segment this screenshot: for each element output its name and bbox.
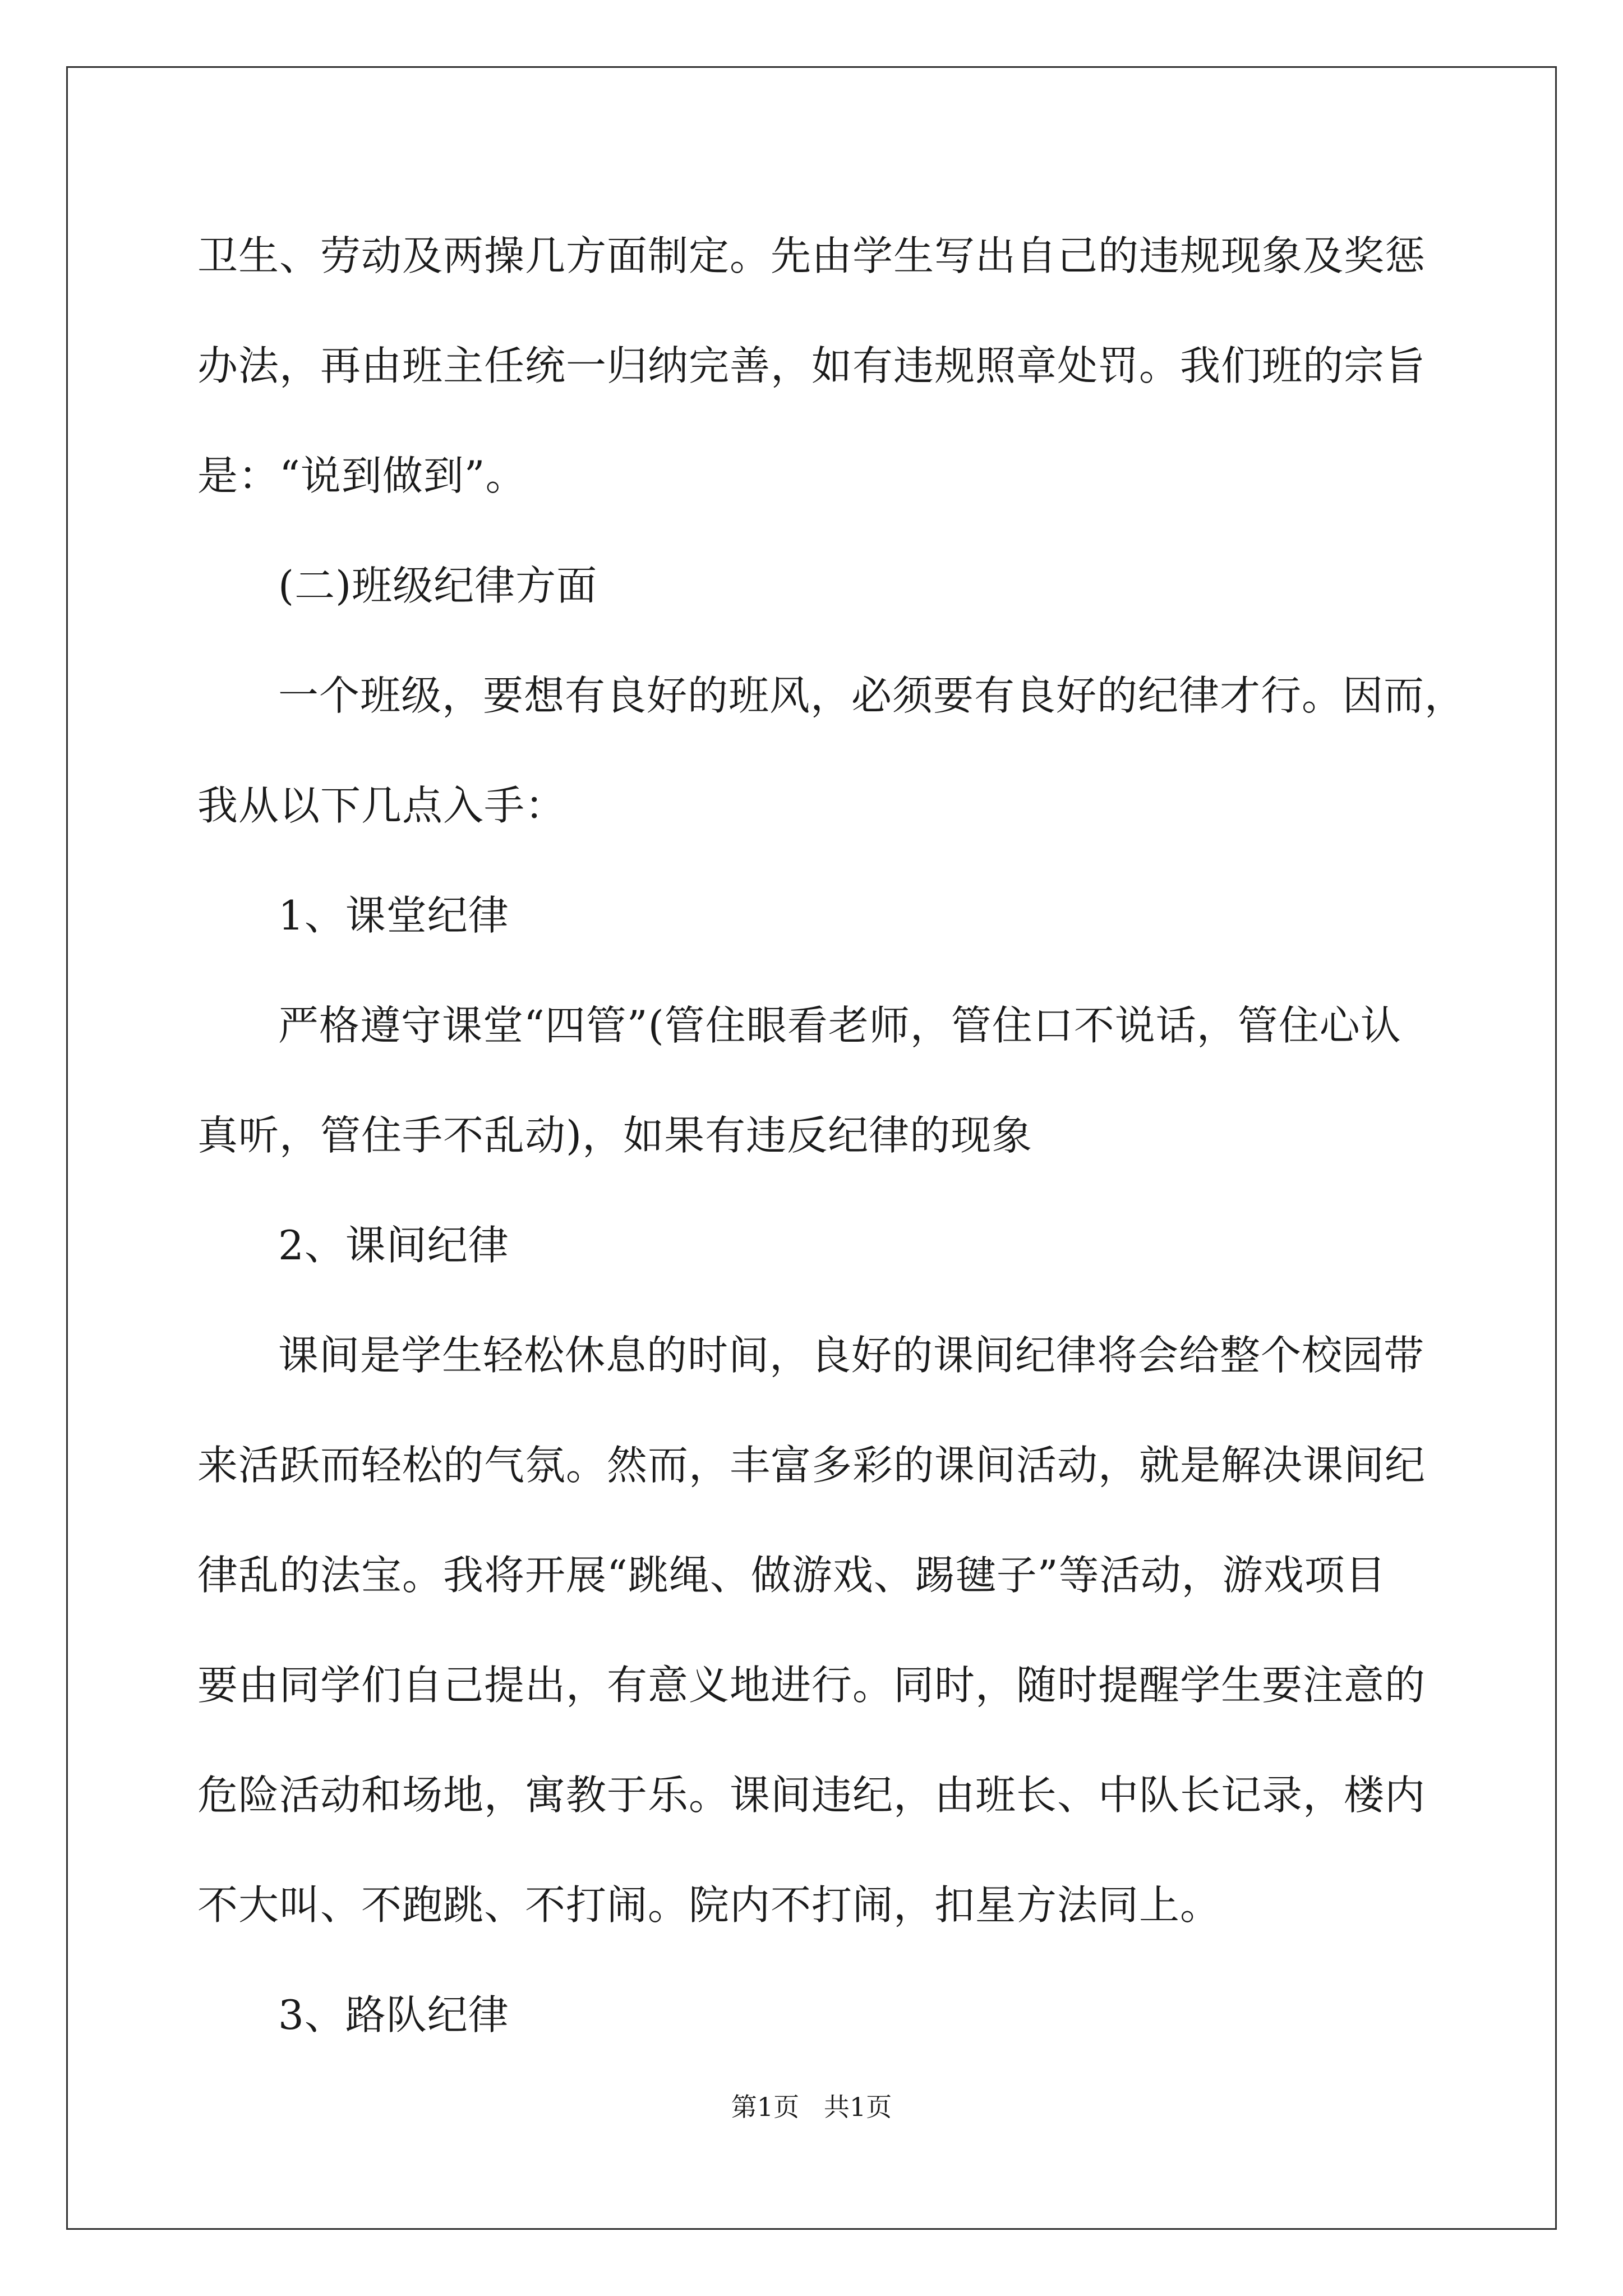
text-line: 我从以下几点入手： — [197, 782, 566, 829]
text-line: 要由同学们自己提出，有意义地进行。同时，随时提醒学生要注意的 — [197, 1662, 1426, 1709]
text-line: 办法，再由班主任统一归纳完善，如有违规照章处罚。我们班的宗旨 — [197, 342, 1426, 389]
text-line: 严格遵守课堂“四管”(管住眼看老师，管住口不说话，管住心认 — [278, 1002, 1401, 1049]
subsection-heading: 3、路队纪律 — [278, 1991, 509, 2039]
text-line: 课间是学生轻松休息的时间，良好的课间纪律将会给整个校园带 — [278, 1332, 1425, 1379]
subsection-heading: 1、课堂纪律 — [278, 892, 509, 939]
text-line: 是：“说到做到”。 — [197, 452, 527, 499]
text-line: 律乱的法宝。我将开展“跳绳、做游戏、踢毽子”等活动，游戏项目 — [197, 1552, 1386, 1599]
text-line: 不大叫、不跑跳、不打闹。院内不打闹，扣星方法同上。 — [197, 1881, 1221, 1929]
text-line: 一个班级，要想有良好的班风，必须要有良好的纪律才行。因而， — [278, 672, 1466, 719]
text-line: 卫生、劳动及两操几方面制定。先由学生写出自己的违规现象及奖惩 — [197, 232, 1426, 279]
document-body — [197, 201, 1465, 2070]
subsection-heading: 2、课间纪律 — [278, 1222, 509, 1269]
page-number-footer: 第1页 共1页 — [731, 2092, 892, 2122]
text-line: 真听，管住手不乱动)，如果有违反纪律的现象 — [197, 1112, 1033, 1159]
section-heading: (二)班级纪律方面 — [278, 562, 598, 609]
text-line: 危险活动和场地，寓教于乐。课间违纪，由班长、中队长记录，楼内 — [197, 1772, 1426, 1819]
text-line: 来活跃而轻松的气氛。然而，丰富多彩的课间活动，就是解决课间纪 — [197, 1442, 1426, 1489]
